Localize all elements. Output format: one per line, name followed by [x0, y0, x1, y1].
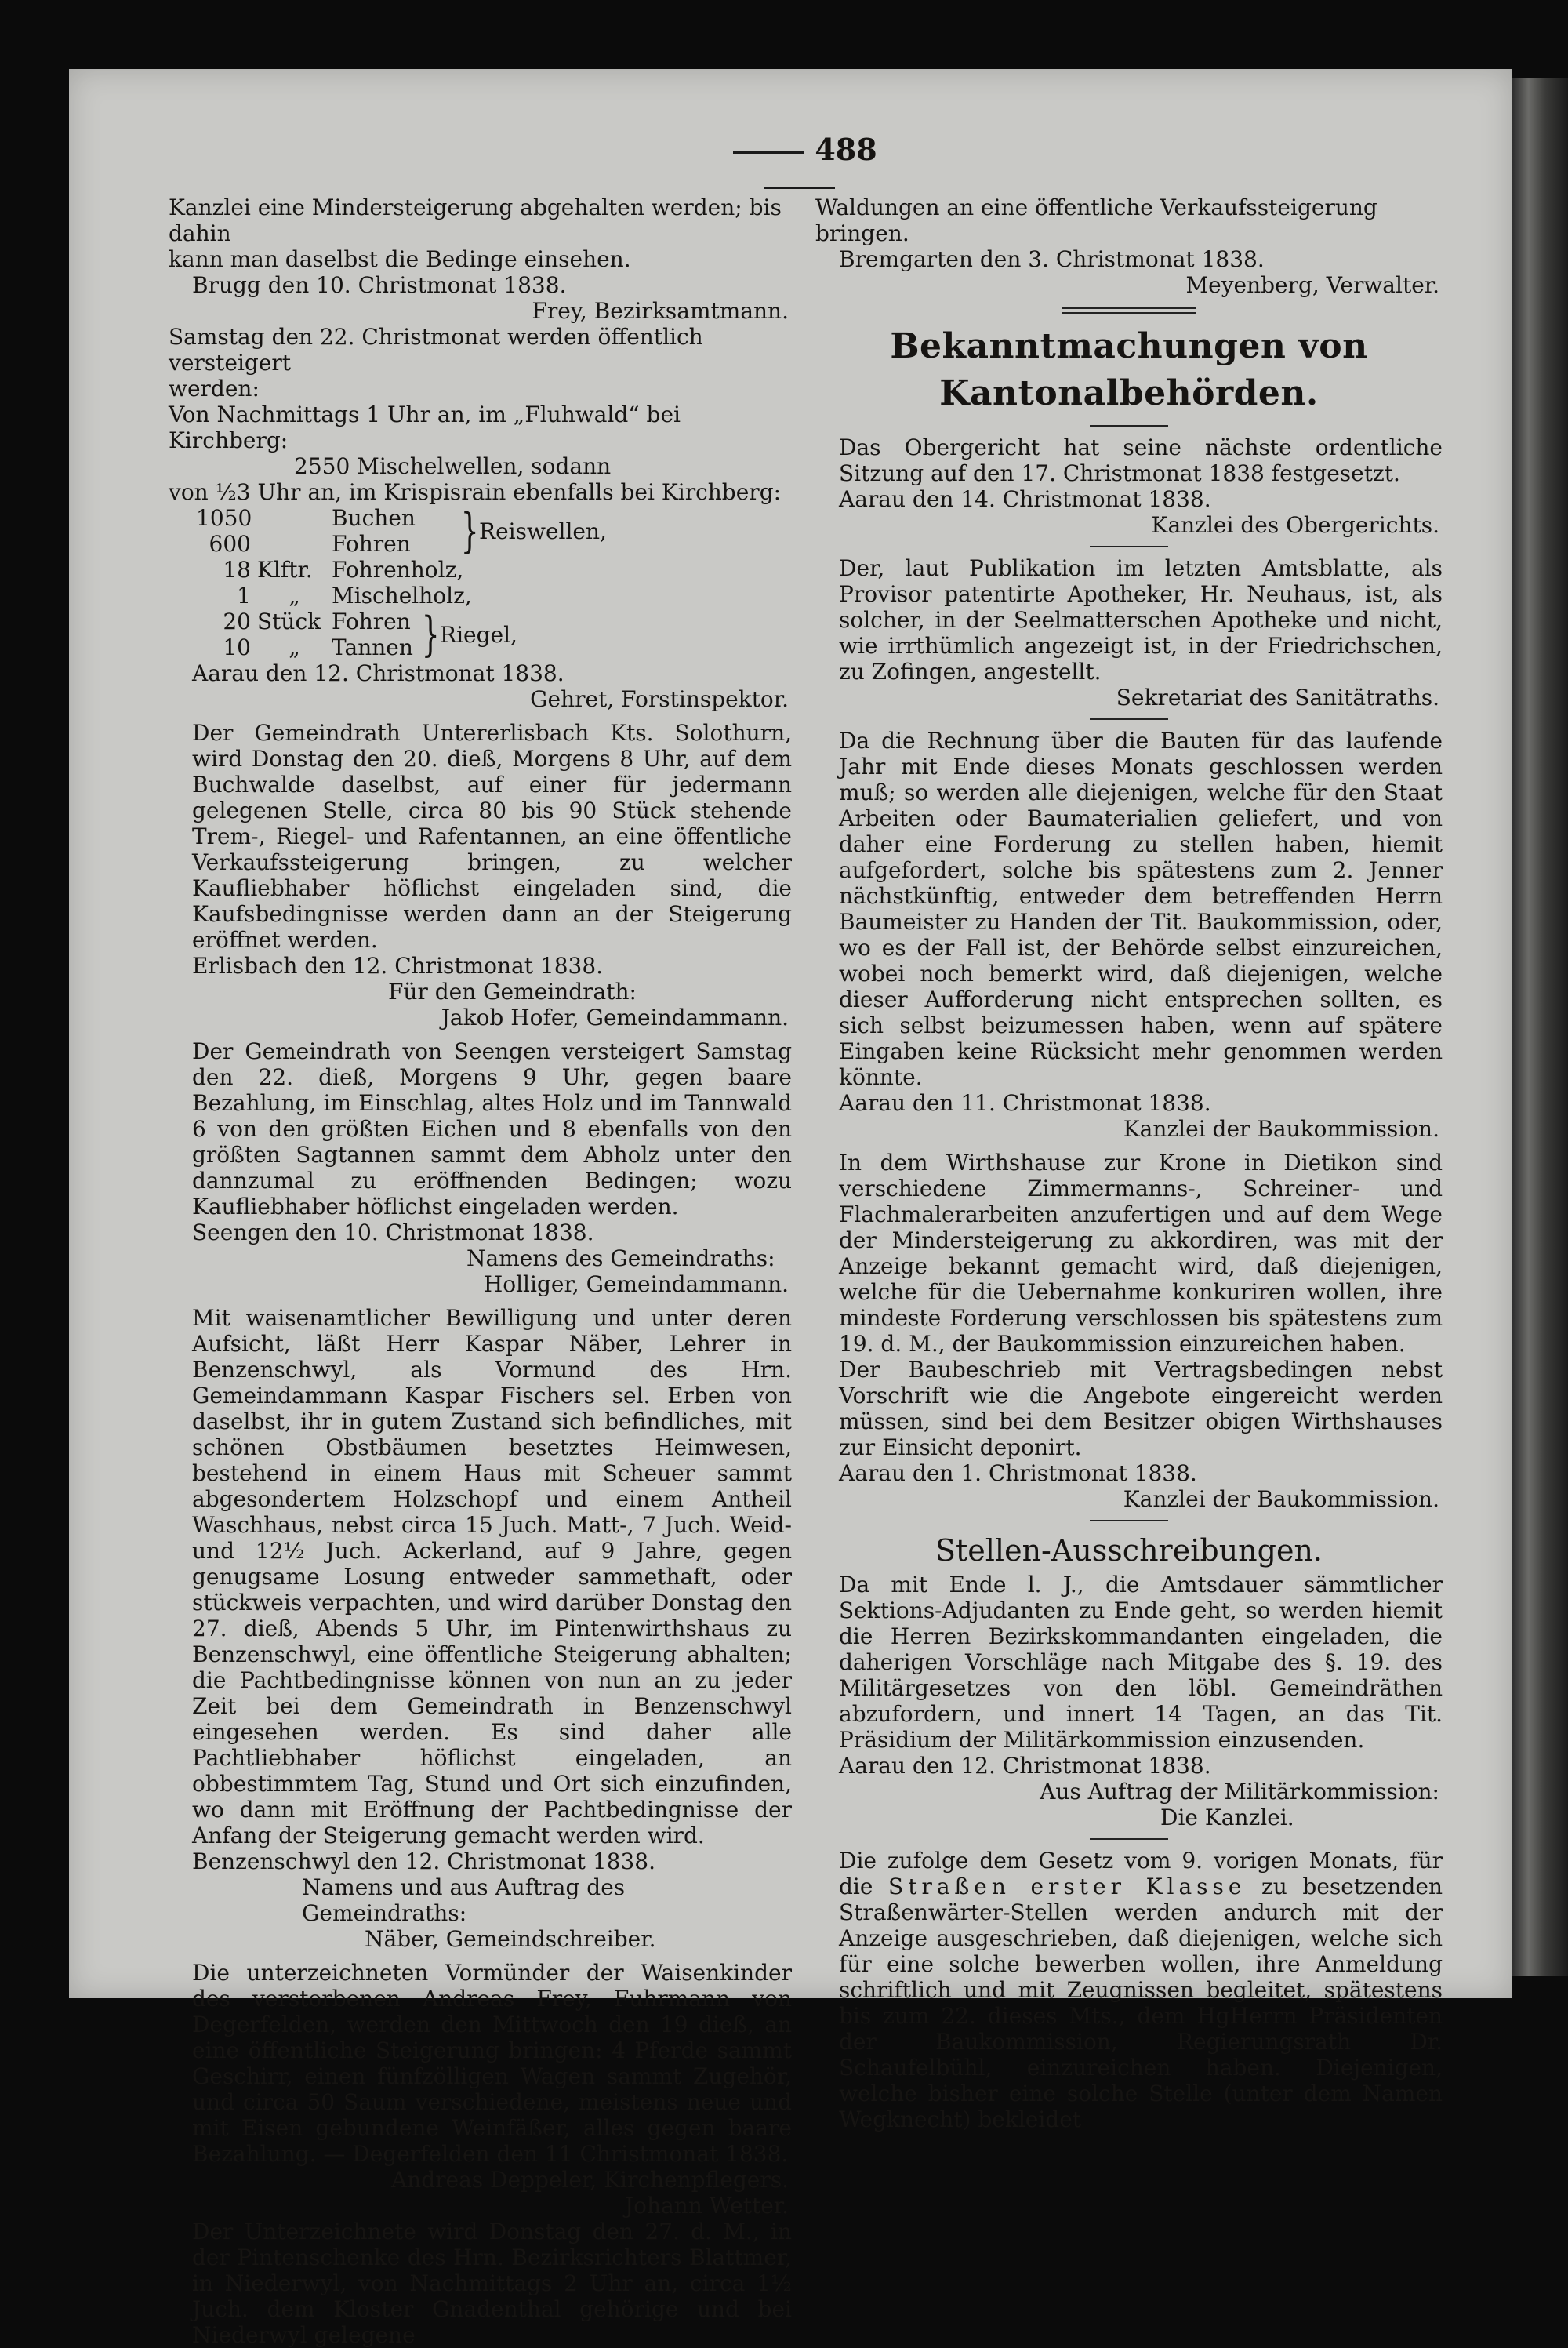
- brace-icon: }: [421, 607, 440, 662]
- place-date: Brugg den 10. Christmonat 1838.: [192, 272, 567, 298]
- quantity: 18: [223, 557, 251, 583]
- wood-type: Fohren: [332, 531, 411, 557]
- signature: Jakob Hofer, Gemeindammann.: [441, 1005, 789, 1030]
- wood-type: Tannen: [332, 634, 413, 660]
- quantity: 20: [223, 609, 251, 634]
- signature: Kanzlei der Baukommission.: [1123, 1486, 1439, 1512]
- notice-text: Der Gemeindrath von Seengen versteigert Samstag den 22. dieß, Morgens 9 Uhr, gegen baare Bezahlung, im Einschlag, altes Holz und im Tannwald 6 von den größten Eichen und 8 ebenfalls von den größten Sagtannen sammt dem Abholz unter den dannzumal zu eröffnenden Bedingen; wozu Kaufliebhaber höflichst eingeladen werden.: [192, 1038, 792, 1219]
- right-column: [815, 194, 1443, 2132]
- divider: [1090, 425, 1168, 427]
- notice-bauten: [815, 728, 1443, 1142]
- place-date: Aarau den 1. Christmonat 1838.: [839, 1460, 1197, 1486]
- signature: Näber, Gemeindschreiber.: [365, 1926, 656, 1952]
- text-line: Von Nachmittags 1 Uhr an, im „Fluhwald“ bei Kirchberg:: [169, 402, 681, 453]
- signature: Gehret, Forstinspektor.: [530, 686, 789, 712]
- wood-table-group-2: [169, 609, 792, 660]
- quantity: 1050: [196, 505, 252, 531]
- text-line: von ½3 Uhr an, im Krispisrain ebenfalls bei Kirchberg:: [169, 479, 782, 505]
- signature: Frey, Bezirksamtmann.: [532, 298, 789, 324]
- signature-line: Aus Auftrag der Militärkommission:: [1040, 1779, 1439, 1805]
- notice-bremgarten: [815, 194, 1443, 298]
- notice-text: Der Baubeschrieb mit Vertragsbedingen nebst Vorschrift wie die Angebote eingereicht werden müssen, sind bei dem Besitzer obigen Wirthshauses zur Einsicht deponirt.: [839, 1357, 1443, 1460]
- left-column: [169, 194, 792, 2348]
- quantity: 600: [209, 531, 251, 557]
- wood-type: Fohrenholz,: [332, 557, 464, 583]
- place-date: Aarau den 14. Christmonat 1838.: [839, 486, 1211, 512]
- notice-text: Der Unterzeichnete wird Donstag den 27. d. M., in der Pintenschenke des Hrn. Bezirksrichters Blattmer, in Niederwyl, von Nachmittags 2 Uhr an, circa 1½ Juch. dem Kloster Gnadenthal gehörige und bei Niederwyl gelegene: [192, 2219, 792, 2348]
- notice-text: Mit waisenamtlicher Bewilligung und unter deren Aufsicht, läßt Herr Kaspar Näber, Lehrer in Benzenschwyl, als Vormund des Hrn. Gemeindammann Kaspar Fischers sel. Erben von daselbst, ihr in gutem Zustand sich befindliches, mit schönen Obstbäumen besetztes Heimwesen, bestehend in einem Haus mit Scheuer sammt abgesondertem Holzschopf und einem Antheil Waschhaus, nebst circa 15 Juch. Matt-, 7 Juch. Weid- und 12½ Juch. Ackerland, auf 9 Jahre, gegen genugsame Losung entweder sammethaft, oder stückweis verpachten, und wird darüber Donstag den 27. dieß, Abends 5 Uhr, im Pintenwirthshaus zu Benzenschwyl, eine öffentliche Steigerung abhalten; die Pachtbedingnisse können von nun an zu jeder Zeit bei dem Gemeindrath in Benzenschwyl eingesehen werden. Es sind daher alle Pachtliebhaber höflichst eingeladen, an obbestimmtem Tag, Stund und Ort sich einzufinden, wo dann mit Eröffnung der Pachtbedingnisse der Anfang der Steigerung gemacht werden wird.: [192, 1305, 792, 1848]
- brace-label: Riegel,: [440, 621, 517, 648]
- notice-kirchberg: [169, 324, 792, 712]
- signature: Sekretariat des Sanitätraths.: [1116, 685, 1439, 711]
- unit: Stück: [257, 609, 321, 634]
- divider: [1090, 1520, 1168, 1521]
- divider: [1090, 1838, 1168, 1840]
- page-number-rule-left: [733, 151, 804, 154]
- quantity: 10: [223, 634, 251, 660]
- wood-table-row: [169, 557, 792, 583]
- place-date: Benzenschwyl den 12. Christmonat 1838.: [192, 1848, 655, 1874]
- place-date: Erlisbach den 12. Christmonat 1838.: [192, 953, 604, 979]
- signature-line: Andreas Deppeler, Kirchenpflegers.: [390, 2167, 789, 2193]
- place-date: Aarau den 12. Christmonat 1838.: [192, 660, 564, 686]
- signature: Kanzlei der Baukommission.: [1123, 1116, 1439, 1142]
- notice-sektions-adjudanten: [815, 1572, 1443, 1830]
- wood-type: Buchen: [332, 505, 416, 531]
- unit: „: [289, 634, 300, 660]
- signature-line: Namens des Gemeindraths:: [466, 1245, 775, 1271]
- notice-niederwyl: [169, 2219, 792, 2348]
- page-number-rule-right: [764, 187, 835, 189]
- notice-text: Das Obergericht hat seine nächste ordentliche Sitzung auf den 17. Christmonat 1838 festgesetzt.: [839, 434, 1443, 486]
- notice-text: Der, laut Publikation im letzten Amtsblatte, als Provisor patentirte Apotheker, Hr. Neuhaus, ist, als solcher, in der Seelmatterschen Apotheke und nicht, wie irrthümlich angezeigt ist, in der Friedrichschen, zu Zofingen, angestellt.: [839, 555, 1443, 685]
- place-date: Aarau den 12. Christmonat 1838.: [839, 1753, 1211, 1779]
- quantity: 1: [237, 583, 251, 609]
- notice-brugg: [169, 194, 792, 324]
- unit: [251, 531, 332, 557]
- notice-text: Die unterzeichneten Vormünder der Waisenkinder des verstorbenen Andreas Frey, Fuhrmann von Degerfelden, werden den Mittwoch den 19 dieß, an eine öffentliche Steigerung bringen: 4 Pferde sammt Geschirr, einen fünfzölligen Wagen sammt Zugehör, und circa 50 Saum verschiedene, meistens neue und mit Eisen gebundene Weinfäßer, alles gegen baare Bezahlung. — Degerfelden den 11 Christmonat 1838.: [192, 1960, 792, 2167]
- text-part: zu besetzenden Straßenwärter-Stellen werden andurch mit der Anzeige ausgeschrieben, daß diejenigen, welche sich für eine solche bewerben wollen, ihre Anmeldung schriftlich und mit Zeugnissen begleitet, spätestens bis zum 22. dieses Mts., dem HgHerrn Präsidenten der Baukommission, Regierungsrath Dr. Schaufelbühl, einzureichen haben. Diejenigen, welche bisher eine solche Stelle (unter dem Namen Wegknecht) bekleidet: [839, 1874, 1443, 2132]
- signature: Johann Wetter.: [624, 2193, 789, 2219]
- page-number: [682, 132, 917, 202]
- signature: Holliger, Gemeindammann.: [483, 1271, 789, 1297]
- notice-text: In dem Wirthshause zur Krone in Dietikon sind verschiedene Zimmermanns-, Schreiner- und Flachmalerarbeiten anzufertigen und auf dem Wege der Mindersteigerung zu akkordiren, was mit der Anzeige bekannt gemacht wird, daß diejenigen, welche für die Uebernahme konkuriren wollen, ihre mindeste Forderung verschlossen bis spätestens zum 19. d. M., der Baukommission einzureichen haben.: [839, 1150, 1443, 1357]
- unit: [251, 505, 332, 531]
- wood-type: Fohren: [332, 609, 411, 634]
- section-heading: Bekanntmachungen von Kantonalbehörden.: [890, 326, 1368, 413]
- notice-text: Der Gemeindrath Untererlisbach Kts. Solothurn, wird Donstag den 20. dieß, Morgens 8 Uhr, auf dem Buchwalde daselbst, auf einer für jedermann gelegenen Stelle, circa 80 bis 90 Stück stehende Trem-, Riegel- und Rafentannen, an eine öffentliche Verkaufssteigerung bringen, zu welcher Kaufliebhaber höflichst eingeladen sind, die Kaufsbedingnisse werden dann an der Steigerung eröffnet werden.: [192, 720, 792, 953]
- text-line: werden:: [169, 376, 260, 402]
- notice-text: Da die Rechnung über die Bauten für das laufende Jahr mit Ende dieses Monats geschlossen werden muß; so werden alle diejenigen, welche für den Staat Arbeiten oder Baumaterialien geliefert, und von daher eine Forderung zu stellen haben, hiemit aufgefordert, solche bis spätestens zum 2. Jenner nächstkünftig, entweder dem betreffenden Herrn Baumeister zu Handen der Tit. Baukommission, oder, wo es der Fall ist, der Behörde selbst einzureichen, wobei noch bemerkt wird, daß diejenigen, welche dieser Aufforderung nicht entsprechen sollten, es sich selbst beizumessen haben, wenn auf spätere Eingaben keine Rücksicht mehr genommen werden könnte.: [839, 728, 1443, 1090]
- place-date: Bremgarten den 3. Christmonat 1838.: [839, 246, 1265, 272]
- notice-erlisbach: [169, 720, 792, 1030]
- wood-table-group-1: [169, 505, 792, 557]
- place-date: Aarau den 11. Christmonat 1838.: [839, 1090, 1211, 1116]
- section-heading: Stellen-Ausschreibungen.: [935, 1533, 1323, 1568]
- wood-table-row: [169, 583, 792, 609]
- notice-apotheker: [815, 555, 1443, 711]
- notice-text: Da mit Ende l. J., die Amtsdauer sämmtlicher Sektions-Adjudanten zu Ende geht, so werden hiemit die Herren Bezirkskommandanten eingeladen, die daherigen Vorschläge nach Mitgabe des §. 19. des Militärgesetzes von den löbl. Gemeindräthen abzufordern, und innert 14 Tagen, an das Tit. Präsidium der Militärkommission einzusenden.: [839, 1572, 1443, 1753]
- signature-line: Namens und aus Auftrag des Gemeindraths:: [302, 1874, 626, 1926]
- text-part-spaced: Straßen erster Klasse: [888, 1874, 1247, 1899]
- text-part: Die zufolge dem Gesetz vom 9. vorigen Monats, für die: [839, 1848, 1443, 1899]
- notice-dietikon: [815, 1150, 1443, 1512]
- brace-icon: }: [460, 503, 479, 558]
- divider: [1090, 718, 1168, 720]
- notice-benzenschwyl: [169, 1305, 792, 1952]
- page-edge: [1512, 78, 1568, 1976]
- notice-text: [815, 1848, 1443, 2132]
- place-date: Seengen den 10. Christmonat 1838.: [192, 1219, 594, 1245]
- wood-type: Mischelholz,: [332, 583, 472, 609]
- text-line: Waldungen an eine öffentliche Verkaufssteigerung bringen.: [815, 194, 1377, 246]
- notice-seengen: [169, 1038, 792, 1297]
- text-line: Samstag den 22. Christmonat werden öffentlich versteigert: [169, 324, 703, 376]
- signature: Kanzlei des Obergerichts.: [1151, 512, 1439, 538]
- unit: Klftr.: [257, 557, 313, 583]
- unit: „: [289, 583, 300, 609]
- notice-degerfelden: [169, 1960, 792, 2219]
- divider: [1090, 546, 1168, 547]
- text-line: kann man daselbst die Bedinge einsehen.: [169, 246, 631, 272]
- notice-obergericht: [815, 434, 1443, 538]
- signature: Meyenberg, Verwalter.: [1185, 272, 1439, 298]
- notice-strassenwaerter: [815, 1848, 1443, 2132]
- page-number-text: 488: [815, 132, 877, 167]
- signature-line: Für den Gemeindrath:: [388, 979, 637, 1005]
- section-divider: [1062, 307, 1196, 314]
- text-line: Kanzlei eine Mindersteigerung abgehalten werden; bis dahin: [169, 194, 782, 246]
- signature: Die Kanzlei.: [1160, 1805, 1294, 1830]
- text-line: 2550 Mischelwellen, sodann: [294, 453, 612, 479]
- brace-label: Reiswellen,: [479, 518, 607, 544]
